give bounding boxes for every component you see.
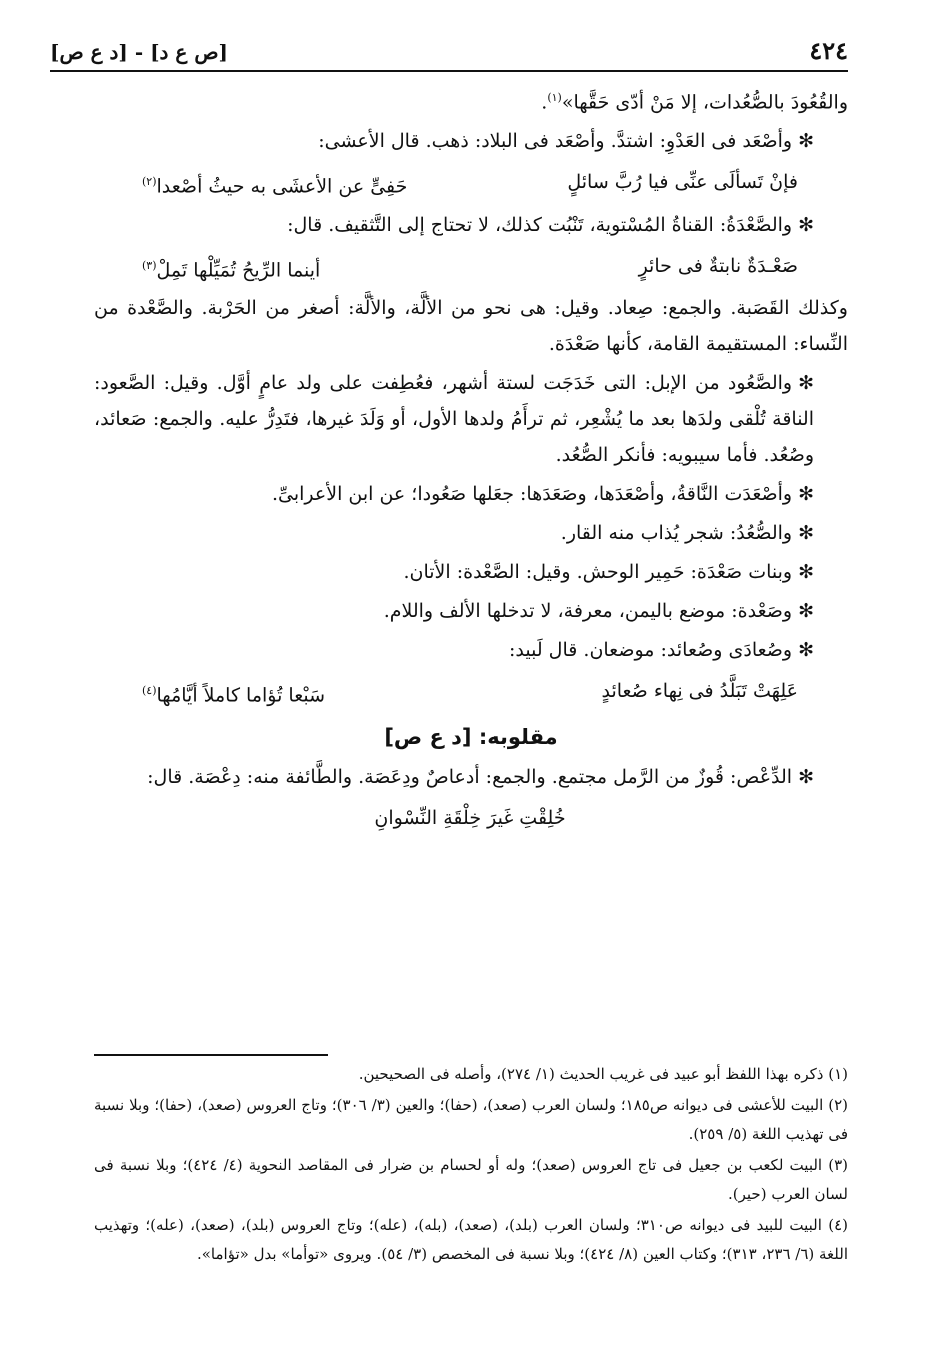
footnotes <box>94 1060 848 1271</box>
verse-hemistich: حَفِىٍّ عن الأعشَى به حيثُ أصْعدا$^{(٢)}$ <box>142 175 408 198</box>
asterisk-icon: ✻ <box>798 521 814 544</box>
asterisk-icon: ✻ <box>798 213 814 236</box>
footnote: (٢) البيت للأعشى فى ديوانه ص١٨٥؛ ولسان العرب (صعد)، (حفا)؛ والعين (٣/ ٣٠٦)؛ وتاج العروس (صعد)، (حفا)؛ وبلا نسبة فى تهذيب اللغة (٥/ ٢٥٩). <box>94 1096 848 1143</box>
header-rule <box>50 70 848 72</box>
paragraph: ✻وأصْعَدَت النَّاقةُ، وأصْعَدَها، وصَعَدَها: جعَلها صَعُودا؛ عن ابن الأعرابىِّ. <box>271 482 814 505</box>
verse-hemistich: سَبْعا تُؤاما كاملاً أيَّامُها$^{(٤)}$ <box>142 683 326 707</box>
verse-hemistich: خُلِقْتِ غَيرَ خِلْقَةِ النِّسْوانِ <box>374 807 566 830</box>
paragraph: ✻الدِّعْص: قُوزٌ من الرَّمل مجتمع. والجمع: أدعاصٌ ودِعَصَة. والطَّائفة منه: دِعْصَة. قال: <box>147 766 814 789</box>
asterisk-icon: ✻ <box>798 371 814 394</box>
verse-line <box>94 246 848 290</box>
paragraph: والقُعُودَ بالصُّعُدات، إلا مَنْ أدّى حَقَّها»$^{(١)}$. <box>541 91 848 114</box>
paragraph: ✻وصُعادَى وصُعائد: موضعان. قال لَبيد: <box>509 638 814 661</box>
paragraph: ✻وبنات صَعْدَة: حَمِير الوحش. وقيل: الصَّعْدة: الأتان. <box>403 560 814 583</box>
verse-line <box>94 162 848 206</box>
asterisk-icon: ✻ <box>798 560 814 583</box>
main-text <box>94 80 848 838</box>
paragraph: وكذلك القَصَبة. والجمع: صِعاد. وقيل: هى نحو من الألَّة، والألَّة: أصغر من الحَرْبة. والصَّعْدة من النِّساء: المستقيمة القامة، كأنها صَعْدَة. <box>94 296 848 355</box>
asterisk-icon: ✻ <box>798 766 814 789</box>
asterisk-icon: ✻ <box>798 599 814 622</box>
footnote: (١) ذكره بهذا اللفظ أبو عبيد فى غريب الحديث (١/ ٢٧٤)، وأصله فى الصحيحين. <box>358 1065 848 1083</box>
verse-line <box>94 671 848 715</box>
footnote-ref: (١) <box>547 91 562 104</box>
verse-hemistich: عَلِهَتْ تَبَلَّدُ فى نِهاء صُعائدٍ <box>601 679 798 702</box>
paragraph: ✻وأصْعَد فى العَدْوِ: اشتدَّ. وأصْعَد فى البلاد: ذهب. قال الأعشى: <box>318 130 814 153</box>
footnote-rule <box>94 1054 328 1056</box>
running-title: [ص ع د] - [د ع ص] <box>50 40 228 64</box>
page-number: ٤٢٤ <box>809 36 848 65</box>
verse-hemistich: أينما الرِّيحُ تُمَيِّلْها تَمِلْ$^{(٣)}$ <box>142 258 321 281</box>
footnote-ref: (٣) <box>142 258 157 272</box>
verse-hemistich: صَعْـدَةٌ نابتةٌ فى حائرٍ <box>638 254 798 277</box>
verse-line <box>94 798 848 838</box>
paragraph: ✻والصَّعُود من الإبل: التى خَدَجَت لستة أشهر، فعُطِفت على ولد عامٍ أوَّل. وقيل: الصَّعود: الناقة تُلْقى ولدَها بعد ما يُشْعِر، ثم ترأَمُ ولدها الأول، أو وَلَدَ غيرها، فتَدِرُّ عليه. والجمع: صَعائد، وصُعُد. فأما سيبويه: فأنكر الصُّعُد. <box>94 371 814 466</box>
page-header <box>50 36 848 68</box>
asterisk-icon: ✻ <box>798 482 814 505</box>
paragraph: ✻والصُّعُدُ: شجر يُذاب منه القار. <box>560 521 814 544</box>
footnote: (٤) البيت للبيد فى ديوانه ص٣١٠؛ ولسان العرب (بلد)، (صعد)، (بله)، (عله)؛ وتاج العروس (بلد)، (صعد)، (عله)؛ وتهذيب اللغة (٦/ ٢٣٦، ٣١٣)؛ وكتاب العين (٨/ ٤٢٤)؛ وبلا نسبة فى المخصص (٣/ ٥٤). ويروى «توأما» بدل «تؤاما». <box>94 1216 848 1263</box>
paragraph: ✻والصَّعْدَةُ: القناةُ المُسْتوية، تَنْبُت كذلك، لا تحتاج إلى التَّثقيف. قال: <box>287 213 814 236</box>
paragraph: ✻وصَعْدة: موضع باليمن، معرفة، لا تدخلها الألف واللام. <box>383 599 814 622</box>
footnote-ref: (٢) <box>142 175 157 189</box>
asterisk-icon: ✻ <box>798 638 814 661</box>
section-heading: مقلوبه: [د ع ص] <box>384 725 558 750</box>
verse-hemistich: فإنْ تَسألَى عنِّى فيا رُبَّ سائلٍ <box>567 171 798 194</box>
asterisk-icon: ✻ <box>798 130 814 153</box>
footnote: (٣) البيت لكعب بن جعيل فى تاج العروس (صعد)؛ وله أو لحسام بن ضرار فى المقاصد النحوية (٤/ ٤٢٤)؛ وبلا نسبة فى لسان العرب (حير). <box>94 1156 849 1203</box>
footnote-ref: (٤) <box>142 683 157 697</box>
